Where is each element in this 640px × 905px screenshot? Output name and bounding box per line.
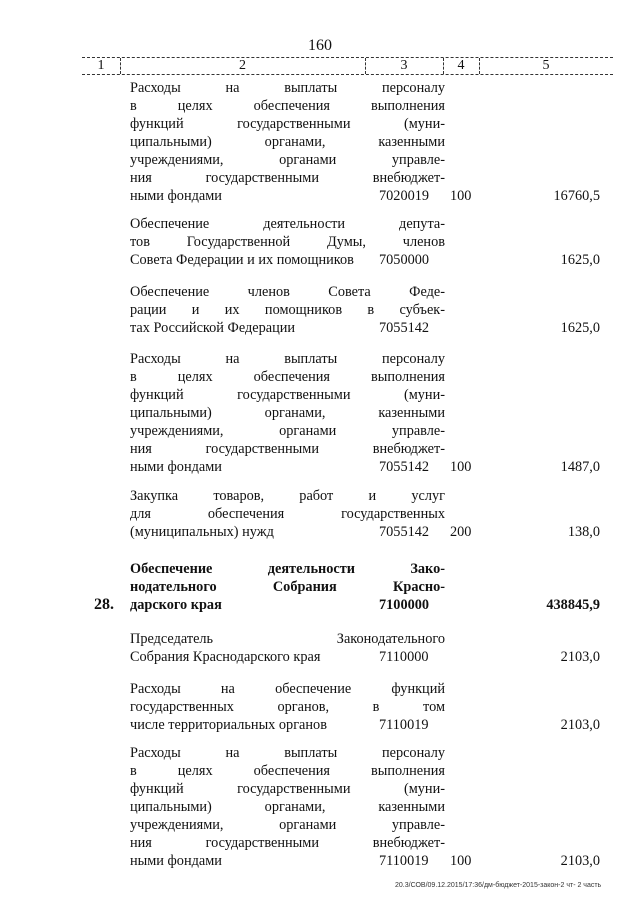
description-line: ными фондами (130, 853, 222, 869)
row-expense-type: 100 (450, 459, 472, 475)
description-line: функций государственными (муни- (130, 387, 445, 403)
row-amount: 16760,5 (553, 188, 600, 204)
table-row (82, 79, 613, 205)
description-line: функций государственными (муни- (130, 781, 445, 797)
description-line: Расходы на выплаты персоналу (130, 80, 445, 96)
header-col-3: 3 (400, 58, 408, 73)
header-col-2: 2 (239, 58, 246, 73)
description-line: ципальными) органами, казенными (130, 134, 445, 150)
description-line: учреждениями, органами управле- (130, 817, 445, 833)
row-amount: 1625,0 (560, 320, 600, 336)
description-line: ния государственными внебюджет- (130, 835, 445, 851)
row-code: 7055142 (379, 524, 430, 540)
table-row (82, 283, 613, 337)
description-line: нодательного Собрания Красно- (130, 579, 445, 595)
description-line: Обеспечение членов Совета Феде- (130, 284, 445, 300)
description-line: в целях обеспечения выполнения (130, 98, 445, 114)
table-row (82, 744, 613, 870)
description-line: ния государственными внебюджет- (130, 170, 445, 186)
row-amount: 1487,0 (560, 459, 600, 475)
row-expense-type: 200 (450, 524, 472, 540)
description-line: Закупка товаров, работ и услуг (130, 488, 445, 504)
description-line: тах Российской Федерации (130, 320, 296, 336)
table-row (82, 350, 613, 476)
row-amount: 2103,0 (560, 853, 600, 869)
row-code: 7110019 (379, 853, 429, 869)
description-line: для обеспечения государственных (130, 506, 445, 522)
table-row (82, 630, 613, 666)
description-line: учреждениями, органами управле- (130, 152, 445, 168)
description-line: числе территориальных органов (130, 717, 327, 733)
description-line: Расходы на выплаты персоналу (130, 351, 445, 367)
description-line: дарского края (130, 597, 222, 613)
table-row (82, 560, 613, 614)
header-col-5: 5 (542, 58, 550, 73)
description-line: рации и их помощников в субъек- (130, 302, 445, 318)
row-code: 7110000 (379, 649, 429, 665)
table-row (82, 487, 613, 541)
description-line: Председатель Законодательного (130, 631, 445, 647)
row-amount: 138,0 (567, 524, 600, 540)
row-code: 7055142 (379, 320, 430, 336)
row-code: 7050000 (379, 252, 430, 268)
row-expense-type: 100 (450, 853, 472, 869)
description-line: ния государственными внебюджет- (130, 441, 445, 457)
description-line: ными фондами (130, 459, 222, 475)
row-amount: 2103,0 (560, 717, 600, 733)
description-line: ными фондами (130, 188, 222, 204)
description-line: ципальными) органами, казенными (130, 799, 445, 815)
description-line: тов Государственной Думы, членов (130, 234, 445, 250)
row-expense-type: 100 (450, 188, 472, 204)
description-line: ципальными) органами, казенными (130, 405, 445, 421)
description-line: Расходы на выплаты персоналу (130, 745, 445, 761)
row-code: 7110019 (379, 717, 429, 733)
row-amount: 438845,9 (546, 597, 600, 613)
description-line: Собрания Краснодарского края (130, 649, 321, 665)
table-header (82, 57, 613, 75)
header-col-1: 1 (97, 58, 105, 73)
row-amount: 1625,0 (560, 252, 600, 268)
description-line: в целях обеспечения выполнения (130, 369, 445, 385)
description-line: функций государственными (муни- (130, 116, 445, 132)
description-line: Расходы на обеспечение функций (130, 681, 445, 697)
description-line: Обеспечение деятельности Зако- (130, 561, 445, 577)
row-code: 7055142 (379, 459, 430, 475)
header-col-4: 4 (457, 58, 465, 73)
table-row (82, 215, 613, 269)
description-line: (муниципальных) нужд (130, 524, 274, 540)
table-row (82, 680, 613, 734)
description-line: Совета Федерации и их помощников (130, 252, 354, 268)
description-line: Обеспечение деятельности депута- (130, 216, 445, 232)
page-number: 160 (308, 37, 332, 54)
description-line: государственных органов, в том (130, 699, 445, 715)
document-footer: 20.3/СОВ/09.12.2015/17:36/дм-бюджет-2015-закон-2 чт- 2 часть (395, 882, 602, 889)
row-code: 7100000 (379, 597, 430, 613)
row-code: 7020019 (379, 188, 430, 204)
description-line: в целях обеспечения выполнения (130, 763, 445, 779)
row-number: 28. (94, 596, 114, 613)
description-line: учреждениями, органами управле- (130, 423, 445, 439)
row-amount: 2103,0 (560, 649, 600, 665)
